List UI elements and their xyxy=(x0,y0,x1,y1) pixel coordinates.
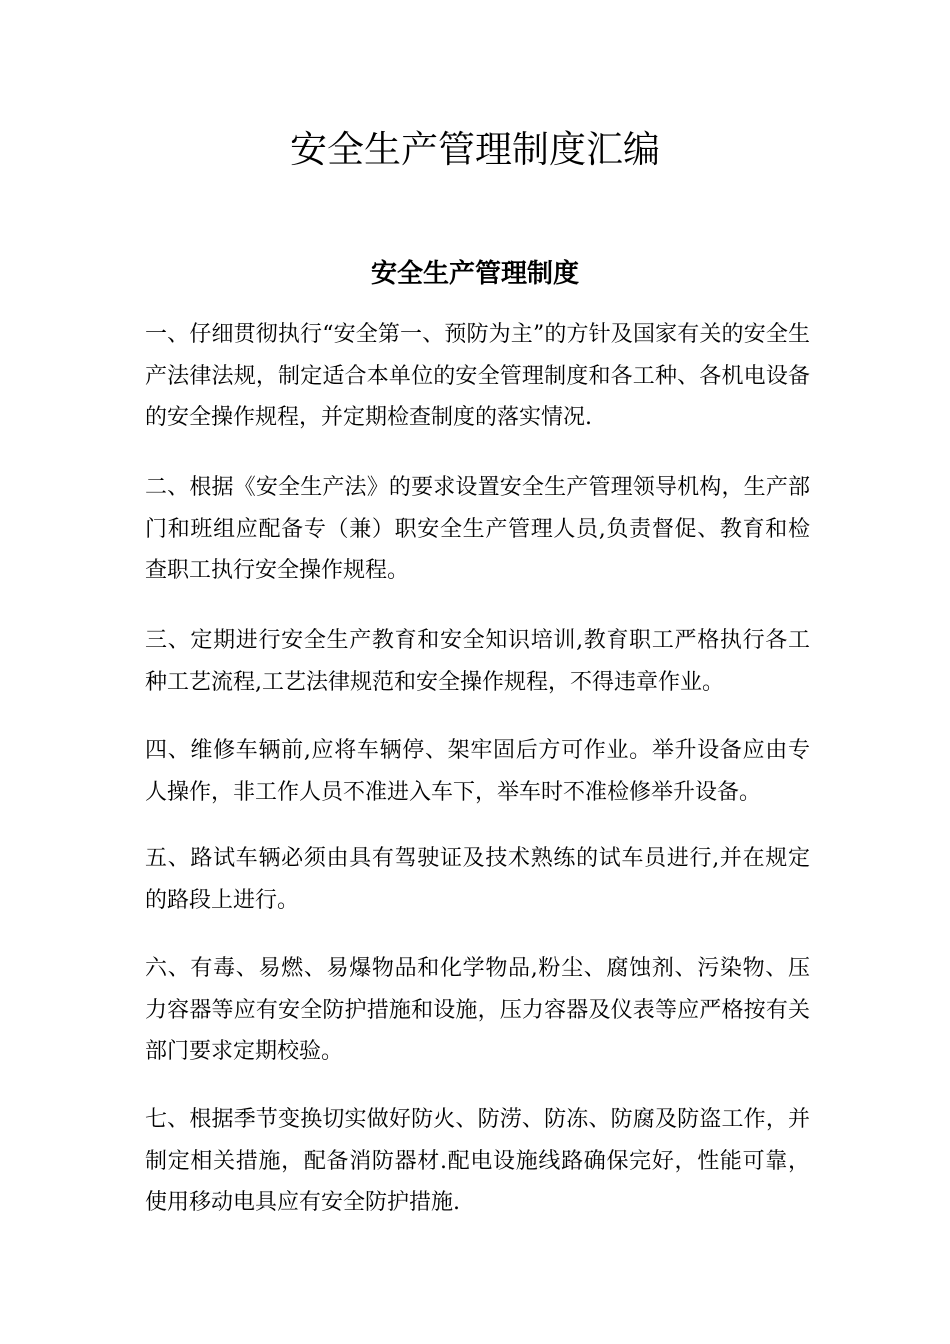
paragraph-6: 六、有毒、易燃、易爆物品和化学物品,粉尘、腐蚀剂、污染物、压力容器等应有安全防护措施和设施，压力容器及仪表等应严格按有关部门要求定期校验。 xyxy=(145,956,810,1064)
paragraph-1: 一、仔细贯彻执行“安全第一、预防为主”的方针及国家有关的安全生产法律法规，制定适合本单位的安全管理制度和各工种、各机电设备的安全操作规程，并定期检查制度的落实情况. xyxy=(145,322,810,430)
paragraph-2: 二、根据《安全生产法》的要求设置安全生产管理领导机构，生产部门和班组应配备专（兼）职安全生产管理人员,负责督促、教育和检查职工执行安全操作规程。 xyxy=(145,475,810,583)
document-title: 安全生产管理制度汇编 xyxy=(290,128,660,171)
paragraph-5: 五、路试车辆必须由具有驾驶证及技术熟练的试车员进行,并在规定的路段上进行。 xyxy=(145,846,810,913)
paragraph-7: 七、根据季节变换切实做好防火、防涝、防冻、防腐及防盗工作，并制定相关措施，配备消防器材.配电设施线路确保完好，性能可靠，使用移动电具应有安全防护措施. xyxy=(145,1107,810,1215)
paragraph-4: 四、维修车辆前,应将车辆停、架牢固后方可作业。举升设备应由专人操作，非工作人员不准进入车下，举车时不准检修举升设备。 xyxy=(145,738,810,805)
section-title: 安全生产管理制度 xyxy=(370,259,579,289)
paragraph-3: 三、定期进行安全生产教育和安全知识培训,教育职工严格执行各工种工艺流程,工艺法律规范和安全操作规程，不得违章作业。 xyxy=(145,628,810,695)
